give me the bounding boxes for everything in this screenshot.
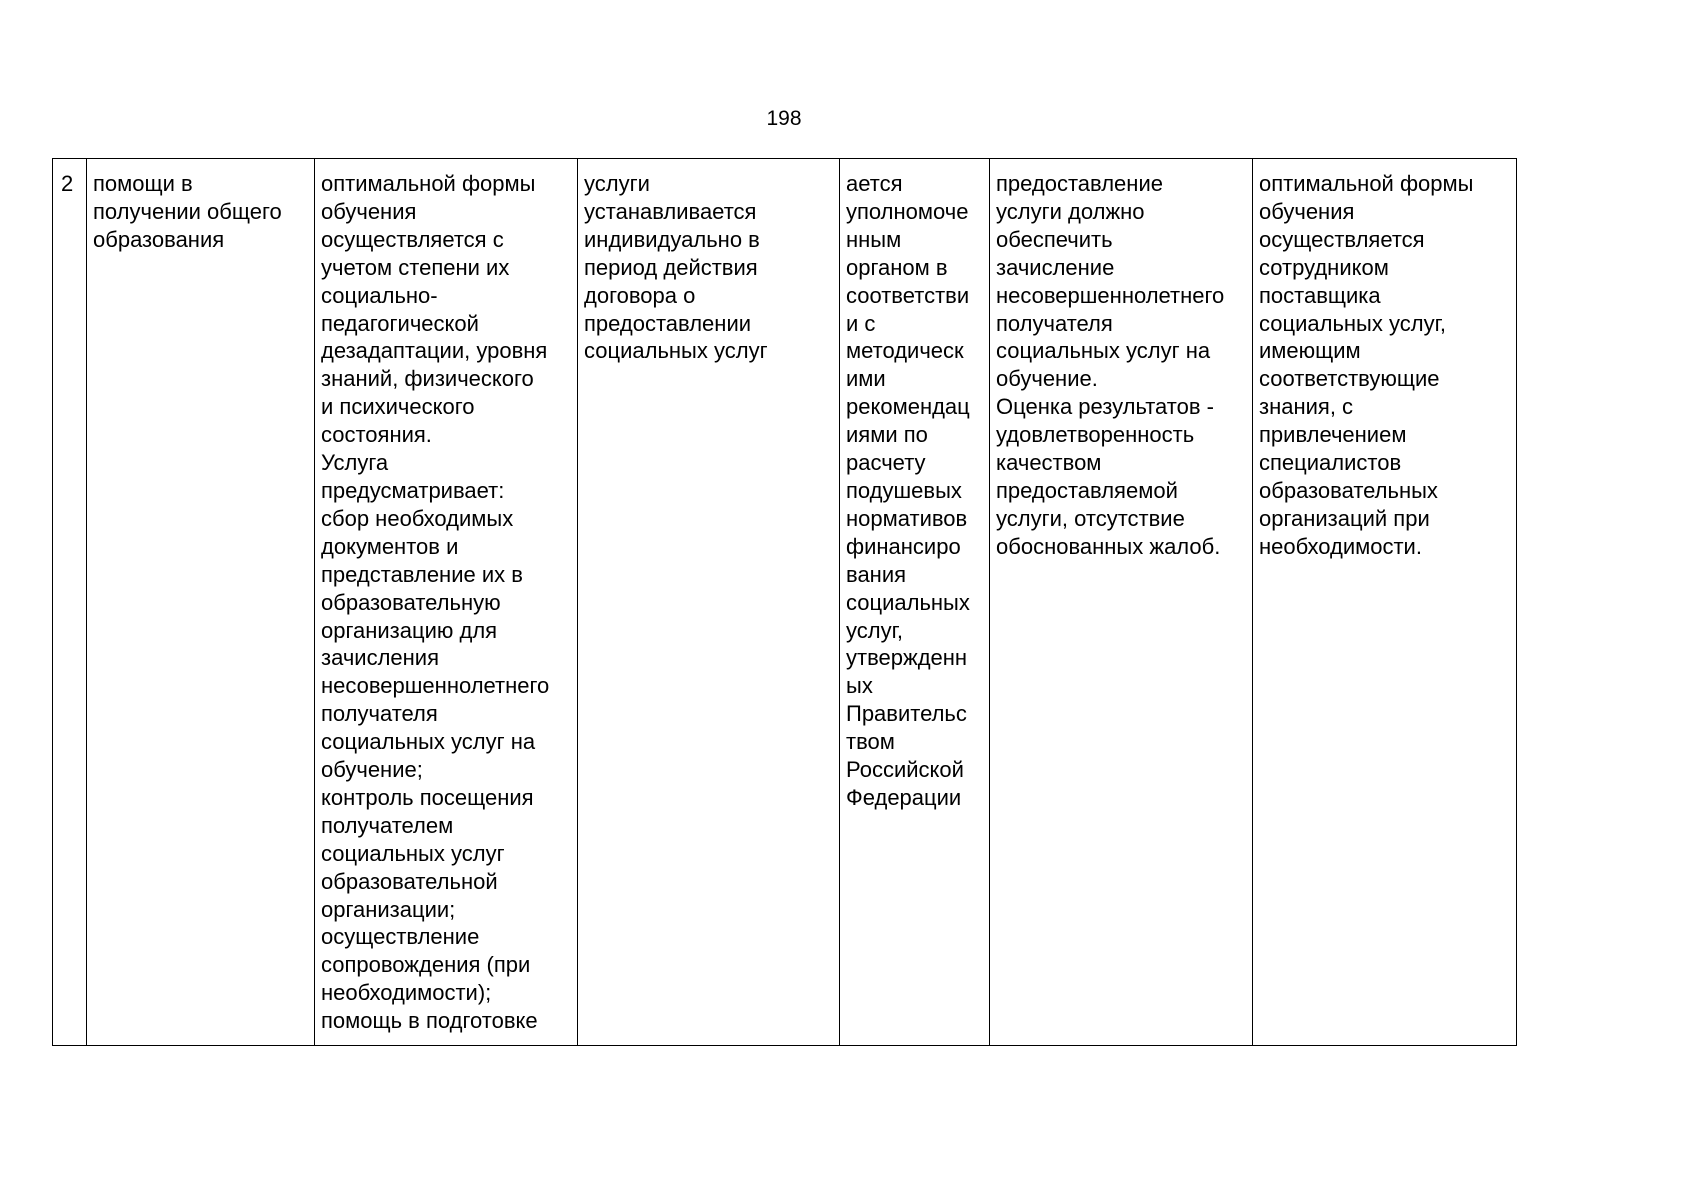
row-number-cell: 2	[53, 159, 87, 1046]
services-table	[52, 158, 1517, 1046]
service-terms-cell: услуги устанавливается индивидуально в период действия договора о предоставлении социальных услуг	[578, 159, 840, 1046]
page-number: 198	[766, 107, 802, 130]
service-name-cell: помощи в получении общего образования	[87, 159, 315, 1046]
conditions-cell: оптимальной формы обучения осуществляется сотрудником поставщика социальных услуг, имеющим соответствующие знания, с привлечением специалистов образовательных организаций при необходимости.	[1253, 159, 1517, 1046]
service-description-cell: оптимальной формы обучения осуществляется с учетом степени их социально- педагогической дезадаптации, уровня знаний, физического и психического состояния. Услуга предусматривает: сбор необходимых документов и представление их в образовательную организацию для зачисления несовершеннолетнего получателя социальных услуг на обучение; контроль посещения получателем социальных услуг образовательной организации; осуществление сопровождения (при необходимости); помощь в подготовке	[315, 159, 578, 1046]
table-row	[53, 159, 1517, 1046]
tariff-cell: ается уполномоче нным органом в соответстви и с методическ ими рекомендац иями по расчету подушевых нормативов финансиро вания социальных услуг, утвержденн ых Правительс твом Российской Федерации	[840, 159, 990, 1046]
quality-indicators-cell: предоставление услуги должно обеспечить зачисление несовершеннолетнего получателя социальных услуг на обучение. Оценка результатов - удовлетворенность качеством предоставляемой услуги, отсутствие обоснованных жалоб.	[990, 159, 1253, 1046]
